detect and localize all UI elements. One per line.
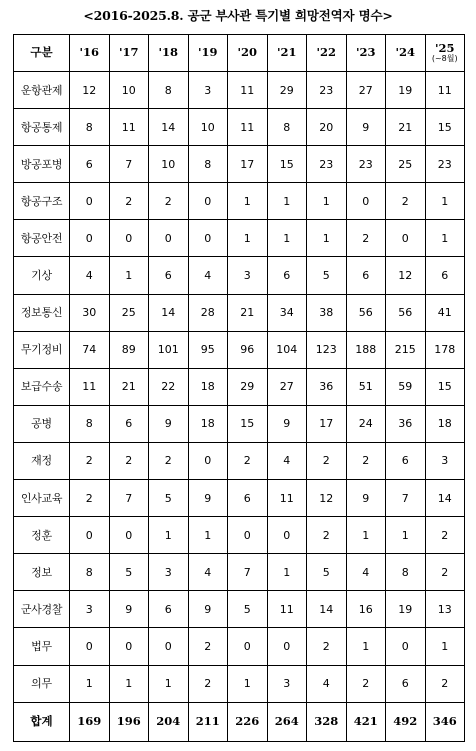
table-cell: 1 (228, 183, 268, 220)
table-cell: 1 (149, 665, 189, 702)
table-cell: 1 (307, 183, 347, 220)
table-cell: 18 (425, 405, 465, 442)
table-cell: 2 (149, 442, 189, 479)
table-cell: 2 (425, 665, 465, 702)
table-cell: 0 (386, 628, 426, 665)
table-cell: 21 (228, 294, 268, 331)
row-label: 방공포병 (14, 146, 70, 183)
table-cell: 1 (267, 554, 307, 591)
table-cell: 59 (386, 368, 426, 405)
table-cell: 8 (70, 405, 110, 442)
table-cell: 2 (346, 665, 386, 702)
table-cell: 8 (267, 109, 307, 146)
table-cell: 3 (267, 665, 307, 702)
header-year: '22 (307, 35, 347, 72)
table-cell: 0 (109, 517, 149, 554)
total-label: 합계 (14, 702, 70, 741)
row-label: 보급수송 (14, 368, 70, 405)
table-cell: 23 (307, 146, 347, 183)
table-cell: 20 (307, 109, 347, 146)
table-cell: 1 (267, 183, 307, 220)
table-cell: 14 (149, 294, 189, 331)
table-cell: 56 (386, 294, 426, 331)
table-cell: 19 (386, 72, 426, 109)
row-label: 기상 (14, 257, 70, 294)
table-row (14, 294, 465, 331)
table-cell: 1 (228, 220, 268, 257)
table-cell: 23 (425, 146, 465, 183)
row-label: 정보통신 (14, 294, 70, 331)
table-cell: 2 (307, 517, 347, 554)
table-cell: 36 (386, 405, 426, 442)
table-cell: 4 (70, 257, 110, 294)
table-cell: 10 (149, 146, 189, 183)
table-cell: 0 (188, 442, 228, 479)
table-cell: 1 (386, 517, 426, 554)
table-row (14, 146, 465, 183)
header-year: '18 (149, 35, 189, 72)
total-cell: 169 (70, 702, 110, 741)
table-cell: 5 (307, 554, 347, 591)
table-cell: 8 (386, 554, 426, 591)
table-cell: 4 (307, 665, 347, 702)
row-label: 항공통제 (14, 109, 70, 146)
table-cell: 74 (70, 331, 110, 368)
table-cell: 1 (188, 517, 228, 554)
table-cell: 5 (109, 554, 149, 591)
total-cell: 492 (386, 702, 426, 741)
table-cell: 56 (346, 294, 386, 331)
table-row (14, 72, 465, 109)
header-year-note: (~8월) (431, 54, 458, 64)
table-cell: 6 (109, 405, 149, 442)
table-cell: 0 (70, 628, 110, 665)
table-cell: 0 (149, 628, 189, 665)
row-label: 항공안전 (14, 220, 70, 257)
table-cell: 9 (346, 109, 386, 146)
table-cell: 18 (188, 405, 228, 442)
table-cell: 30 (70, 294, 110, 331)
total-cell: 328 (307, 702, 347, 741)
row-label: 의무 (14, 665, 70, 702)
table-cell: 2 (425, 517, 465, 554)
total-cell: 196 (109, 702, 149, 741)
table-cell: 1 (425, 220, 465, 257)
table-cell: 12 (70, 72, 110, 109)
table-row (14, 368, 465, 405)
table-cell: 0 (70, 183, 110, 220)
table-cell: 9 (188, 591, 228, 628)
table-cell: 2 (188, 665, 228, 702)
table-cell: 215 (386, 331, 426, 368)
row-label: 법무 (14, 628, 70, 665)
table-cell: 2 (149, 183, 189, 220)
table-row (14, 517, 465, 554)
table-cell: 2 (307, 442, 347, 479)
table-cell: 0 (346, 183, 386, 220)
row-label: 항공구조 (14, 183, 70, 220)
table-cell: 0 (267, 517, 307, 554)
table-cell: 9 (149, 405, 189, 442)
table-cell: 6 (386, 442, 426, 479)
table-cell: 24 (346, 405, 386, 442)
table-cell: 1 (267, 220, 307, 257)
table-cell: 4 (188, 554, 228, 591)
table-row (14, 220, 465, 257)
total-cell: 204 (149, 702, 189, 741)
table-cell: 11 (425, 72, 465, 109)
table-cell: 11 (267, 591, 307, 628)
row-label: 재정 (14, 442, 70, 479)
table-cell: 27 (267, 368, 307, 405)
table-cell: 0 (188, 220, 228, 257)
table-cell: 4 (346, 554, 386, 591)
table-row (14, 405, 465, 442)
table-cell: 21 (386, 109, 426, 146)
table-cell: 0 (228, 517, 268, 554)
table-cell: 188 (346, 331, 386, 368)
table-row (14, 665, 465, 702)
table-cell: 25 (109, 294, 149, 331)
table-cell: 6 (267, 257, 307, 294)
table-cell: 1 (228, 665, 268, 702)
table-cell: 12 (307, 480, 347, 517)
total-cell: 346 (425, 702, 465, 741)
table-cell: 15 (425, 109, 465, 146)
table-cell: 7 (386, 480, 426, 517)
table-cell: 21 (109, 368, 149, 405)
table-cell: 9 (267, 405, 307, 442)
table-cell: 6 (70, 146, 110, 183)
table-cell: 29 (267, 72, 307, 109)
table-cell: 2 (70, 480, 110, 517)
header-year: '21 (267, 35, 307, 72)
table-cell: 1 (109, 665, 149, 702)
table-cell: 23 (307, 72, 347, 109)
table-cell: 10 (109, 72, 149, 109)
table-cell: 2 (70, 442, 110, 479)
table-cell: 89 (109, 331, 149, 368)
table-row (14, 109, 465, 146)
table-cell: 6 (425, 257, 465, 294)
table-cell: 95 (188, 331, 228, 368)
table-cell: 14 (307, 591, 347, 628)
table-cell: 28 (188, 294, 228, 331)
table-cell: 6 (228, 480, 268, 517)
data-table (13, 34, 465, 742)
table-cell: 0 (70, 220, 110, 257)
header-year: '19 (188, 35, 228, 72)
table-cell: 2 (109, 183, 149, 220)
table-cell: 0 (70, 517, 110, 554)
header-year: '20 (228, 35, 268, 72)
table-cell: 14 (425, 480, 465, 517)
row-label: 운항관제 (14, 72, 70, 109)
table-cell: 5 (307, 257, 347, 294)
table-cell: 7 (109, 146, 149, 183)
table-cell: 0 (109, 220, 149, 257)
header-year: '23 (346, 35, 386, 72)
table-cell: 101 (149, 331, 189, 368)
table-cell: 23 (346, 146, 386, 183)
table-row (14, 331, 465, 368)
table-cell: 14 (149, 109, 189, 146)
table-cell: 12 (386, 257, 426, 294)
table-cell: 15 (425, 368, 465, 405)
table-cell: 1 (346, 517, 386, 554)
table-cell: 0 (267, 628, 307, 665)
table-cell: 8 (70, 109, 110, 146)
table-cell: 2 (386, 183, 426, 220)
table-row (14, 183, 465, 220)
table-cell: 11 (70, 368, 110, 405)
table-cell: 5 (149, 480, 189, 517)
table-cell: 51 (346, 368, 386, 405)
table-cell: 7 (109, 480, 149, 517)
table-cell: 7 (228, 554, 268, 591)
row-label: 군사경찰 (14, 591, 70, 628)
table-cell: 3 (149, 554, 189, 591)
table-row (14, 628, 465, 665)
total-cell: 211 (188, 702, 228, 741)
table-cell: 13 (425, 591, 465, 628)
table-cell: 3 (70, 591, 110, 628)
header-year: '16 (70, 35, 110, 72)
table-title: <2016-2025.8. 공군 부사관 특기별 희망전역자 명수> (83, 8, 393, 23)
header-year: '24 (386, 35, 426, 72)
table-cell: 27 (346, 72, 386, 109)
row-label: 인사교육 (14, 480, 70, 517)
table-cell: 19 (386, 591, 426, 628)
table-cell: 123 (307, 331, 347, 368)
total-cell: 226 (228, 702, 268, 741)
table-cell: 10 (188, 109, 228, 146)
table-cell: 5 (228, 591, 268, 628)
table-cell: 2 (109, 442, 149, 479)
table-row (14, 257, 465, 294)
table-cell: 104 (267, 331, 307, 368)
table-cell: 2 (228, 442, 268, 479)
header-year: '17 (109, 35, 149, 72)
table-cell: 1 (109, 257, 149, 294)
table-cell: 6 (386, 665, 426, 702)
header-row (14, 35, 465, 72)
header-label: 구분 (14, 35, 70, 72)
total-cell: 264 (267, 702, 307, 741)
table-cell: 4 (267, 442, 307, 479)
row-label: 정보 (14, 554, 70, 591)
table-cell: 1 (149, 517, 189, 554)
table-cell: 0 (228, 628, 268, 665)
table-cell: 1 (346, 628, 386, 665)
table-cell: 96 (228, 331, 268, 368)
table-cell: 0 (149, 220, 189, 257)
table-cell: 0 (386, 220, 426, 257)
table-cell: 9 (109, 591, 149, 628)
row-label: 정훈 (14, 517, 70, 554)
table-cell: 1 (425, 628, 465, 665)
table-cell: 1 (70, 665, 110, 702)
table-cell: 29 (228, 368, 268, 405)
table-cell: 6 (149, 591, 189, 628)
row-label: 공병 (14, 405, 70, 442)
table-cell: 22 (149, 368, 189, 405)
row-label: 무기정비 (14, 331, 70, 368)
table-cell: 2 (346, 220, 386, 257)
table-cell: 34 (267, 294, 307, 331)
table-cell: 41 (425, 294, 465, 331)
table-cell: 4 (188, 257, 228, 294)
table-cell: 8 (188, 146, 228, 183)
table-cell: 6 (149, 257, 189, 294)
table-cell: 3 (188, 72, 228, 109)
table-cell: 11 (267, 480, 307, 517)
table-cell: 0 (109, 628, 149, 665)
table-row (14, 591, 465, 628)
table-cell: 11 (109, 109, 149, 146)
table-cell: 11 (228, 109, 268, 146)
table-cell: 2 (425, 554, 465, 591)
table-row (14, 480, 465, 517)
table-cell: 38 (307, 294, 347, 331)
table-cell: 3 (425, 442, 465, 479)
table-cell: 15 (267, 146, 307, 183)
table-row (14, 442, 465, 479)
table-cell: 2 (307, 628, 347, 665)
table-cell: 8 (70, 554, 110, 591)
table-cell: 36 (307, 368, 347, 405)
table-cell: 17 (228, 146, 268, 183)
table-cell: 6 (346, 257, 386, 294)
table-cell: 16 (346, 591, 386, 628)
total-cell: 421 (346, 702, 386, 741)
table-cell: 178 (425, 331, 465, 368)
table-cell: 11 (228, 72, 268, 109)
table-cell: 25 (386, 146, 426, 183)
table-cell: 0 (188, 183, 228, 220)
table-cell: 15 (228, 405, 268, 442)
header-year: '25 (~8월) (425, 35, 465, 72)
table-cell: 2 (346, 442, 386, 479)
table-cell: 17 (307, 405, 347, 442)
table-cell: 2 (188, 628, 228, 665)
table-cell: 3 (228, 257, 268, 294)
total-row (14, 702, 465, 741)
table-cell: 1 (307, 220, 347, 257)
table-cell: 9 (188, 480, 228, 517)
table-row (14, 554, 465, 591)
table-cell: 9 (346, 480, 386, 517)
table-cell: 1 (425, 183, 465, 220)
table-cell: 18 (188, 368, 228, 405)
table-cell: 8 (149, 72, 189, 109)
